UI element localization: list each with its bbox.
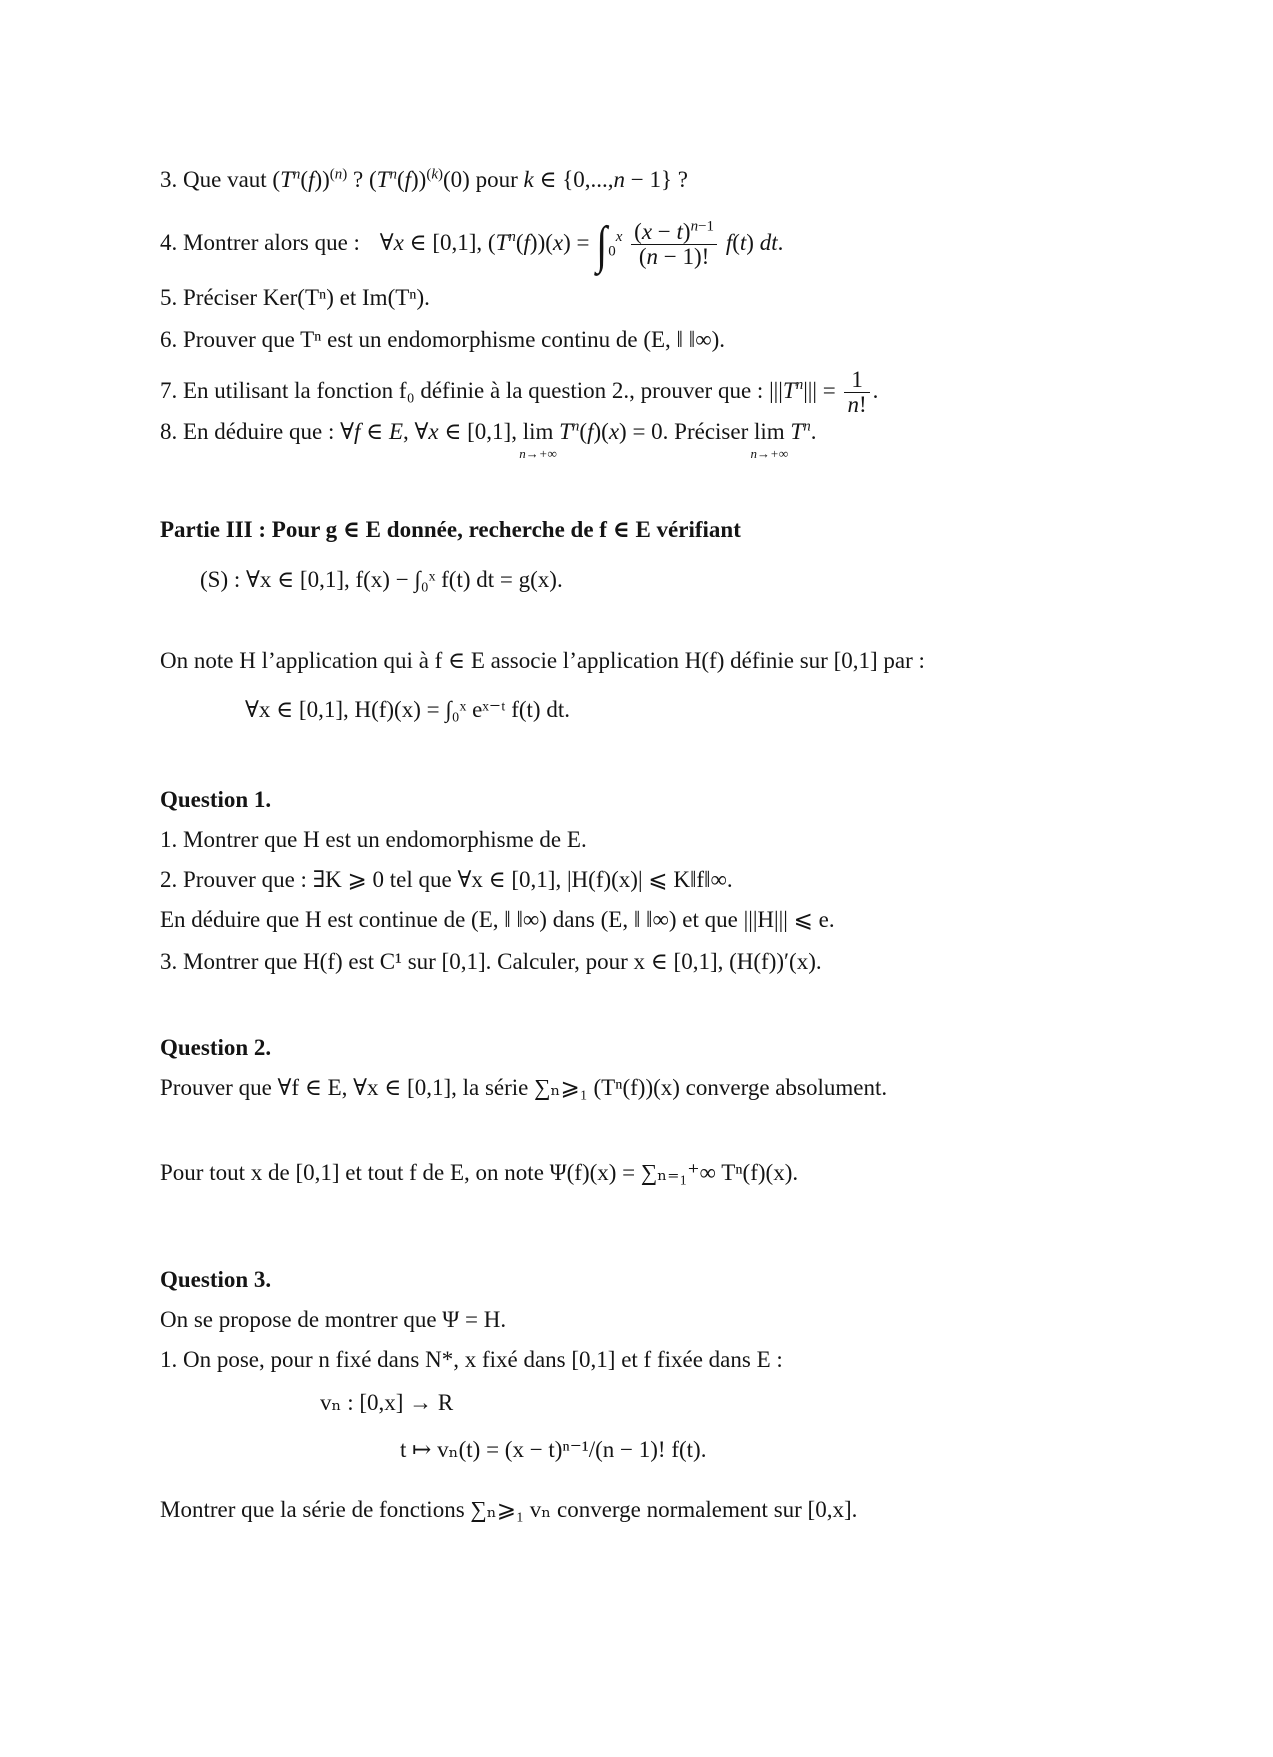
question-2-note: Pour tout x de [0,1] et tout f de E, on note Ψ(f)(x) = ∑ₙ₌₁⁺∞ Tⁿ(f)(x). <box>160 1160 799 1185</box>
question-3-item-1: 1. On pose, pour n fixé dans N*, x fixé dans [0,1] et f fixée dans E : <box>160 1347 783 1372</box>
item-5: 5. Préciser Ker(Tⁿ) et Im(Tⁿ). <box>160 285 430 310</box>
question-3-heading: Question 3. <box>160 1267 272 1292</box>
item-4: 4. Montrer alors que : ∀x ∈ [0,1], $(T^n(f))(x) = \int_0^x$ $\frac{(x - t)^{n-1}}{(n - 1)!}$ f(t) dt. <box>160 214 784 274</box>
vn-map-line-1: vₙ : [0,x] → R <box>320 1390 454 1415</box>
question-1-item-1: 1. Montrer que H est un endomorphisme de E. <box>160 827 587 852</box>
question-1-item-2b: En déduire que H est continue de (E, ‖ ‖∞) dans (E, ‖ ‖∞) et que |||H||| ⩽ e. <box>160 907 835 932</box>
item-3-text: 3. Que vaut <box>160 167 267 192</box>
item-6: 6. Prouver que Tⁿ est un endomorphisme continu de (E, ‖ ‖∞). <box>160 327 726 352</box>
h-definition-formula: ∀x ∈ [0,1], H(f)(x) = ∫₀ˣ eˣ⁻ᵗ f(t) dt. <box>245 697 570 722</box>
question-1-item-3: 3. Montrer que H(f) est C¹ sur [0,1]. Calculer, pour x ∈ [0,1], (H(f))′(x). <box>160 949 822 974</box>
question-1-item-2: 2. Prouver que : ∃K ⩾ 0 tel que ∀x ∈ [0,1], |H(f)(x)| ⩽ K‖f‖∞. <box>160 867 733 892</box>
question-3-conclusion: Montrer que la série de fonctions ∑ₙ⩾₁ vₙ converge normalement sur [0,x]. <box>160 1497 858 1522</box>
vn-map-line-2: t ↦ vₙ(t) = (x − t)ⁿ⁻¹/(n − 1)! f(t). <box>400 1437 707 1462</box>
item-8: 8. En déduire que : ∀f ∈ E, ∀x ∈ [0,1], lim n→+∞ $T^n(f)(x) = 0$. Préciser lim n→+∞ $T^n$. <box>160 418 817 461</box>
question-2-text: Prouver que ∀f ∈ E, ∀x ∈ [0,1], la série ∑ₙ⩾₁ (Tⁿ(f))(x) converge absolument. <box>160 1075 888 1100</box>
item-7: 7. En utilisant la fonction f₀ définie à la question 2., prouver que : $|||T^n|||$ = $\frac{1}{n!}$ . <box>160 367 879 417</box>
item-3: 3. Que vaut $(T^n(f))^{(n)}$ ? $(T^n(f))^{(k)}(0)$ pour k ∈ {0,...,n − 1} ? <box>160 166 689 192</box>
question-1-heading: Question 1. <box>160 787 272 812</box>
system-s: (S) : ∀x ∈ [0,1], f(x) − ∫₀ˣ f(t) dt = g(x). <box>200 567 563 592</box>
question-3-intro: On se propose de montrer que Ψ = H. <box>160 1307 507 1332</box>
h-definition-intro: On note H l’application qui à f ∈ E associe l’application H(f) définie sur [0,1] par : <box>160 648 925 673</box>
item-4-text: 4. Montrer alors que : <box>160 229 360 255</box>
question-2-heading: Question 2. <box>160 1035 272 1060</box>
item-7-text: 7. En utilisant la fonction f₀ définie à la question 2., prouver que : <box>160 377 764 403</box>
partie-3-title: Partie III : Pour g ∈ E donnée, recherche de f ∈ E vérifiant <box>160 517 741 542</box>
item-8-text: 8. En déduire que : <box>160 419 335 444</box>
